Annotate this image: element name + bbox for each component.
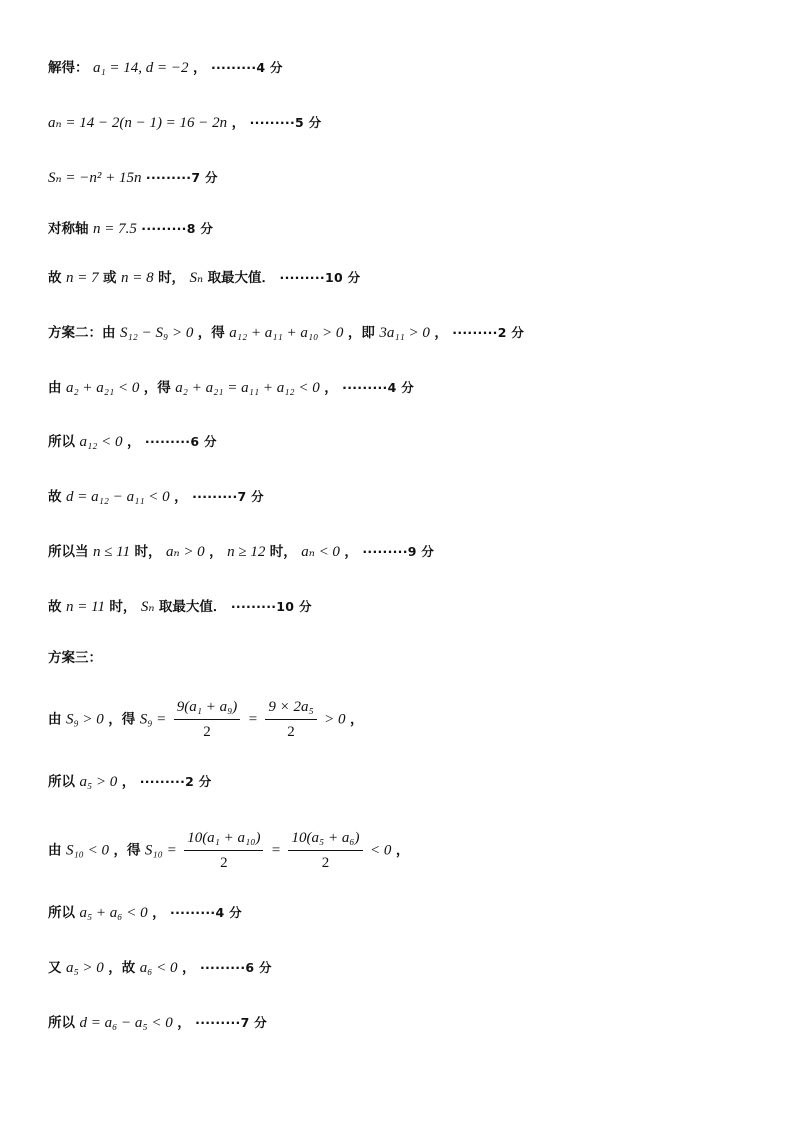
formula: S₉ = <box>139 711 167 728</box>
formula: S₁₀ < 0 <box>65 842 110 859</box>
formula: n = 8 <box>120 270 154 286</box>
score-marker: ·········4 分 <box>210 60 283 75</box>
plan-three-line-2 <box>48 772 212 792</box>
score-marker: ·········2 分 <box>452 325 525 340</box>
score-marker: ·········9 分 <box>362 544 435 559</box>
fraction-denominator: 2 <box>220 855 228 871</box>
plan-three-line-5 <box>48 958 272 978</box>
score-marker: ·········10 分 <box>230 599 312 614</box>
line-prefix: 由 <box>48 380 62 396</box>
formula: n ≤ 11 <box>92 544 131 560</box>
score-marker: ·········4 分 <box>170 905 242 920</box>
fraction-numerator: 9 × 2a₅ <box>265 697 316 720</box>
formula: a₁₂ < 0 <box>79 434 123 450</box>
punctuation: ， <box>174 489 188 505</box>
fraction <box>184 828 263 873</box>
fraction-denominator: 2 <box>287 724 295 740</box>
line-prefix: 故 <box>48 489 62 505</box>
punctuation: ， <box>231 115 246 131</box>
connector-text: ，故 <box>108 960 136 976</box>
connector-text: ，得 <box>197 325 225 341</box>
solution-line-1 <box>48 58 283 78</box>
formula: aₙ < 0 <box>301 544 340 560</box>
punctuation: ， <box>193 60 207 76</box>
score-marker: ·········7 分 <box>195 1015 268 1030</box>
formula: < 0 <box>369 842 392 859</box>
plan-two-line-4 <box>48 487 264 507</box>
plan-two-line-2 <box>48 378 414 398</box>
formula: aₙ = 14 − 2(n − 1) = 16 − 2n <box>48 115 228 131</box>
formula: S₁₂ − S₉ > 0 <box>119 325 194 341</box>
formula: S₁₀ = <box>144 842 177 859</box>
line-prefix: 由 <box>48 842 62 859</box>
line-prefix: 由 <box>48 711 62 728</box>
formula: a₅ > 0 <box>79 774 118 790</box>
formula: n = 7 <box>65 270 99 286</box>
punctuation: ， <box>121 774 136 790</box>
fraction-denominator: 2 <box>321 855 330 871</box>
formula: Sₙ <box>140 599 155 615</box>
score-marker: ·········7 分 <box>192 489 264 504</box>
fraction <box>288 828 362 873</box>
formula: 3a₁₁ > 0 <box>379 325 430 341</box>
line-prefix: 又 <box>48 960 62 976</box>
formula: Sₙ = −n² + 15n <box>48 170 142 186</box>
plan-three-line-4 <box>48 903 242 923</box>
formula: a₁ = 14, d = −2 <box>92 60 189 76</box>
formula: a₅ + a₆ < 0 <box>79 905 148 921</box>
connector-text: ， <box>209 544 223 560</box>
punctuation: ， <box>324 380 338 396</box>
punctuation: ， <box>152 905 166 921</box>
plan-three-heading <box>48 648 102 668</box>
punctuation: ， <box>344 544 358 560</box>
formula: d = a₁₂ − a₁₁ < 0 <box>65 489 170 505</box>
formula: > 0 <box>324 711 346 728</box>
score-marker: ·········10 分 <box>279 270 361 285</box>
fraction-numerator: 10(a₅ + a₆) <box>288 828 362 851</box>
punctuation: ， <box>126 434 141 450</box>
formula: S₉ > 0 <box>65 711 104 728</box>
formula: n ≥ 12 <box>227 544 266 560</box>
punctuation: ， <box>434 325 448 341</box>
punctuation: ， <box>182 960 196 976</box>
solution-line-2 <box>48 113 321 133</box>
line-prefix: 所以 <box>48 434 75 450</box>
formula: a₅ > 0 <box>65 960 104 976</box>
solution-line-4 <box>48 219 213 239</box>
score-marker: ·········8 分 <box>141 221 214 236</box>
line-prefix: 故 <box>48 270 62 286</box>
punctuation: 取最大值． <box>207 270 276 286</box>
punctuation: ， <box>395 842 410 859</box>
fraction-numerator: 10(a₁ + a₁₀) <box>184 828 263 851</box>
connector-text: ，得 <box>143 380 171 396</box>
equals-sign: = <box>270 842 282 859</box>
solution-line-3 <box>48 168 218 188</box>
plan-two-line-3 <box>48 432 217 452</box>
fraction <box>265 697 316 742</box>
plan-two-line-6 <box>48 597 312 617</box>
formula: a₂ + a₂₁ = a₁₁ + a₁₂ < 0 <box>175 380 320 396</box>
line-prefix: 所以 <box>48 774 75 790</box>
fraction <box>174 697 241 742</box>
equals-sign: = <box>247 711 258 728</box>
formula: n = 11 <box>65 599 105 615</box>
plan-three-line-3 <box>48 828 409 873</box>
formula: aₙ > 0 <box>165 544 205 560</box>
line-prefix: 所以 <box>48 1015 75 1031</box>
fraction-numerator: 9(a₁ + a₉) <box>174 697 241 720</box>
score-marker: ·········5 分 <box>249 115 322 130</box>
score-marker: ·········6 分 <box>144 434 217 449</box>
formula: Sₙ <box>189 270 204 286</box>
line-prefix: 所以当 <box>48 544 89 560</box>
connector-text: 时， <box>158 270 186 286</box>
plan-two-line-1 <box>48 323 524 343</box>
score-marker: ·········4 分 <box>342 380 415 395</box>
formula: a₆ < 0 <box>139 960 178 976</box>
plan-two-line-5 <box>48 542 434 562</box>
connector-text: 时， <box>109 599 137 615</box>
plan-three-line-1 <box>48 697 363 742</box>
connector-text: ，得 <box>113 842 141 859</box>
punctuation: ， <box>177 1015 191 1031</box>
line-prefix: 所以 <box>48 905 75 921</box>
punctuation: ， <box>349 711 364 728</box>
score-marker: ·········2 分 <box>139 774 212 789</box>
line-prefix: 解得： <box>48 60 89 76</box>
fraction-denominator: 2 <box>203 724 211 740</box>
line-prefix: 方案二：由 <box>48 325 116 341</box>
plan-three-line-6 <box>48 1013 267 1033</box>
score-marker: ·········6 分 <box>199 960 272 975</box>
score-marker: ·········7 分 <box>145 170 218 185</box>
line-prefix: 对称轴 <box>48 221 89 237</box>
formula: n = 7.5 <box>92 221 137 237</box>
connector-text: 时， <box>134 544 162 560</box>
section-heading: 方案三： <box>48 650 102 666</box>
formula: a₁₂ + a₁₁ + a₁₀ > 0 <box>229 325 344 341</box>
formula: d = a₆ − a₅ < 0 <box>79 1015 173 1031</box>
solution-line-5 <box>48 268 360 288</box>
formula: a₂ + a₂₁ < 0 <box>65 380 140 396</box>
connector-text: 或 <box>103 270 117 286</box>
connector-text: ，即 <box>347 325 375 341</box>
connector-text: 时， <box>269 544 297 560</box>
connector-text: ，得 <box>108 711 136 728</box>
punctuation: 取最大值． <box>158 599 227 615</box>
line-prefix: 故 <box>48 599 62 615</box>
